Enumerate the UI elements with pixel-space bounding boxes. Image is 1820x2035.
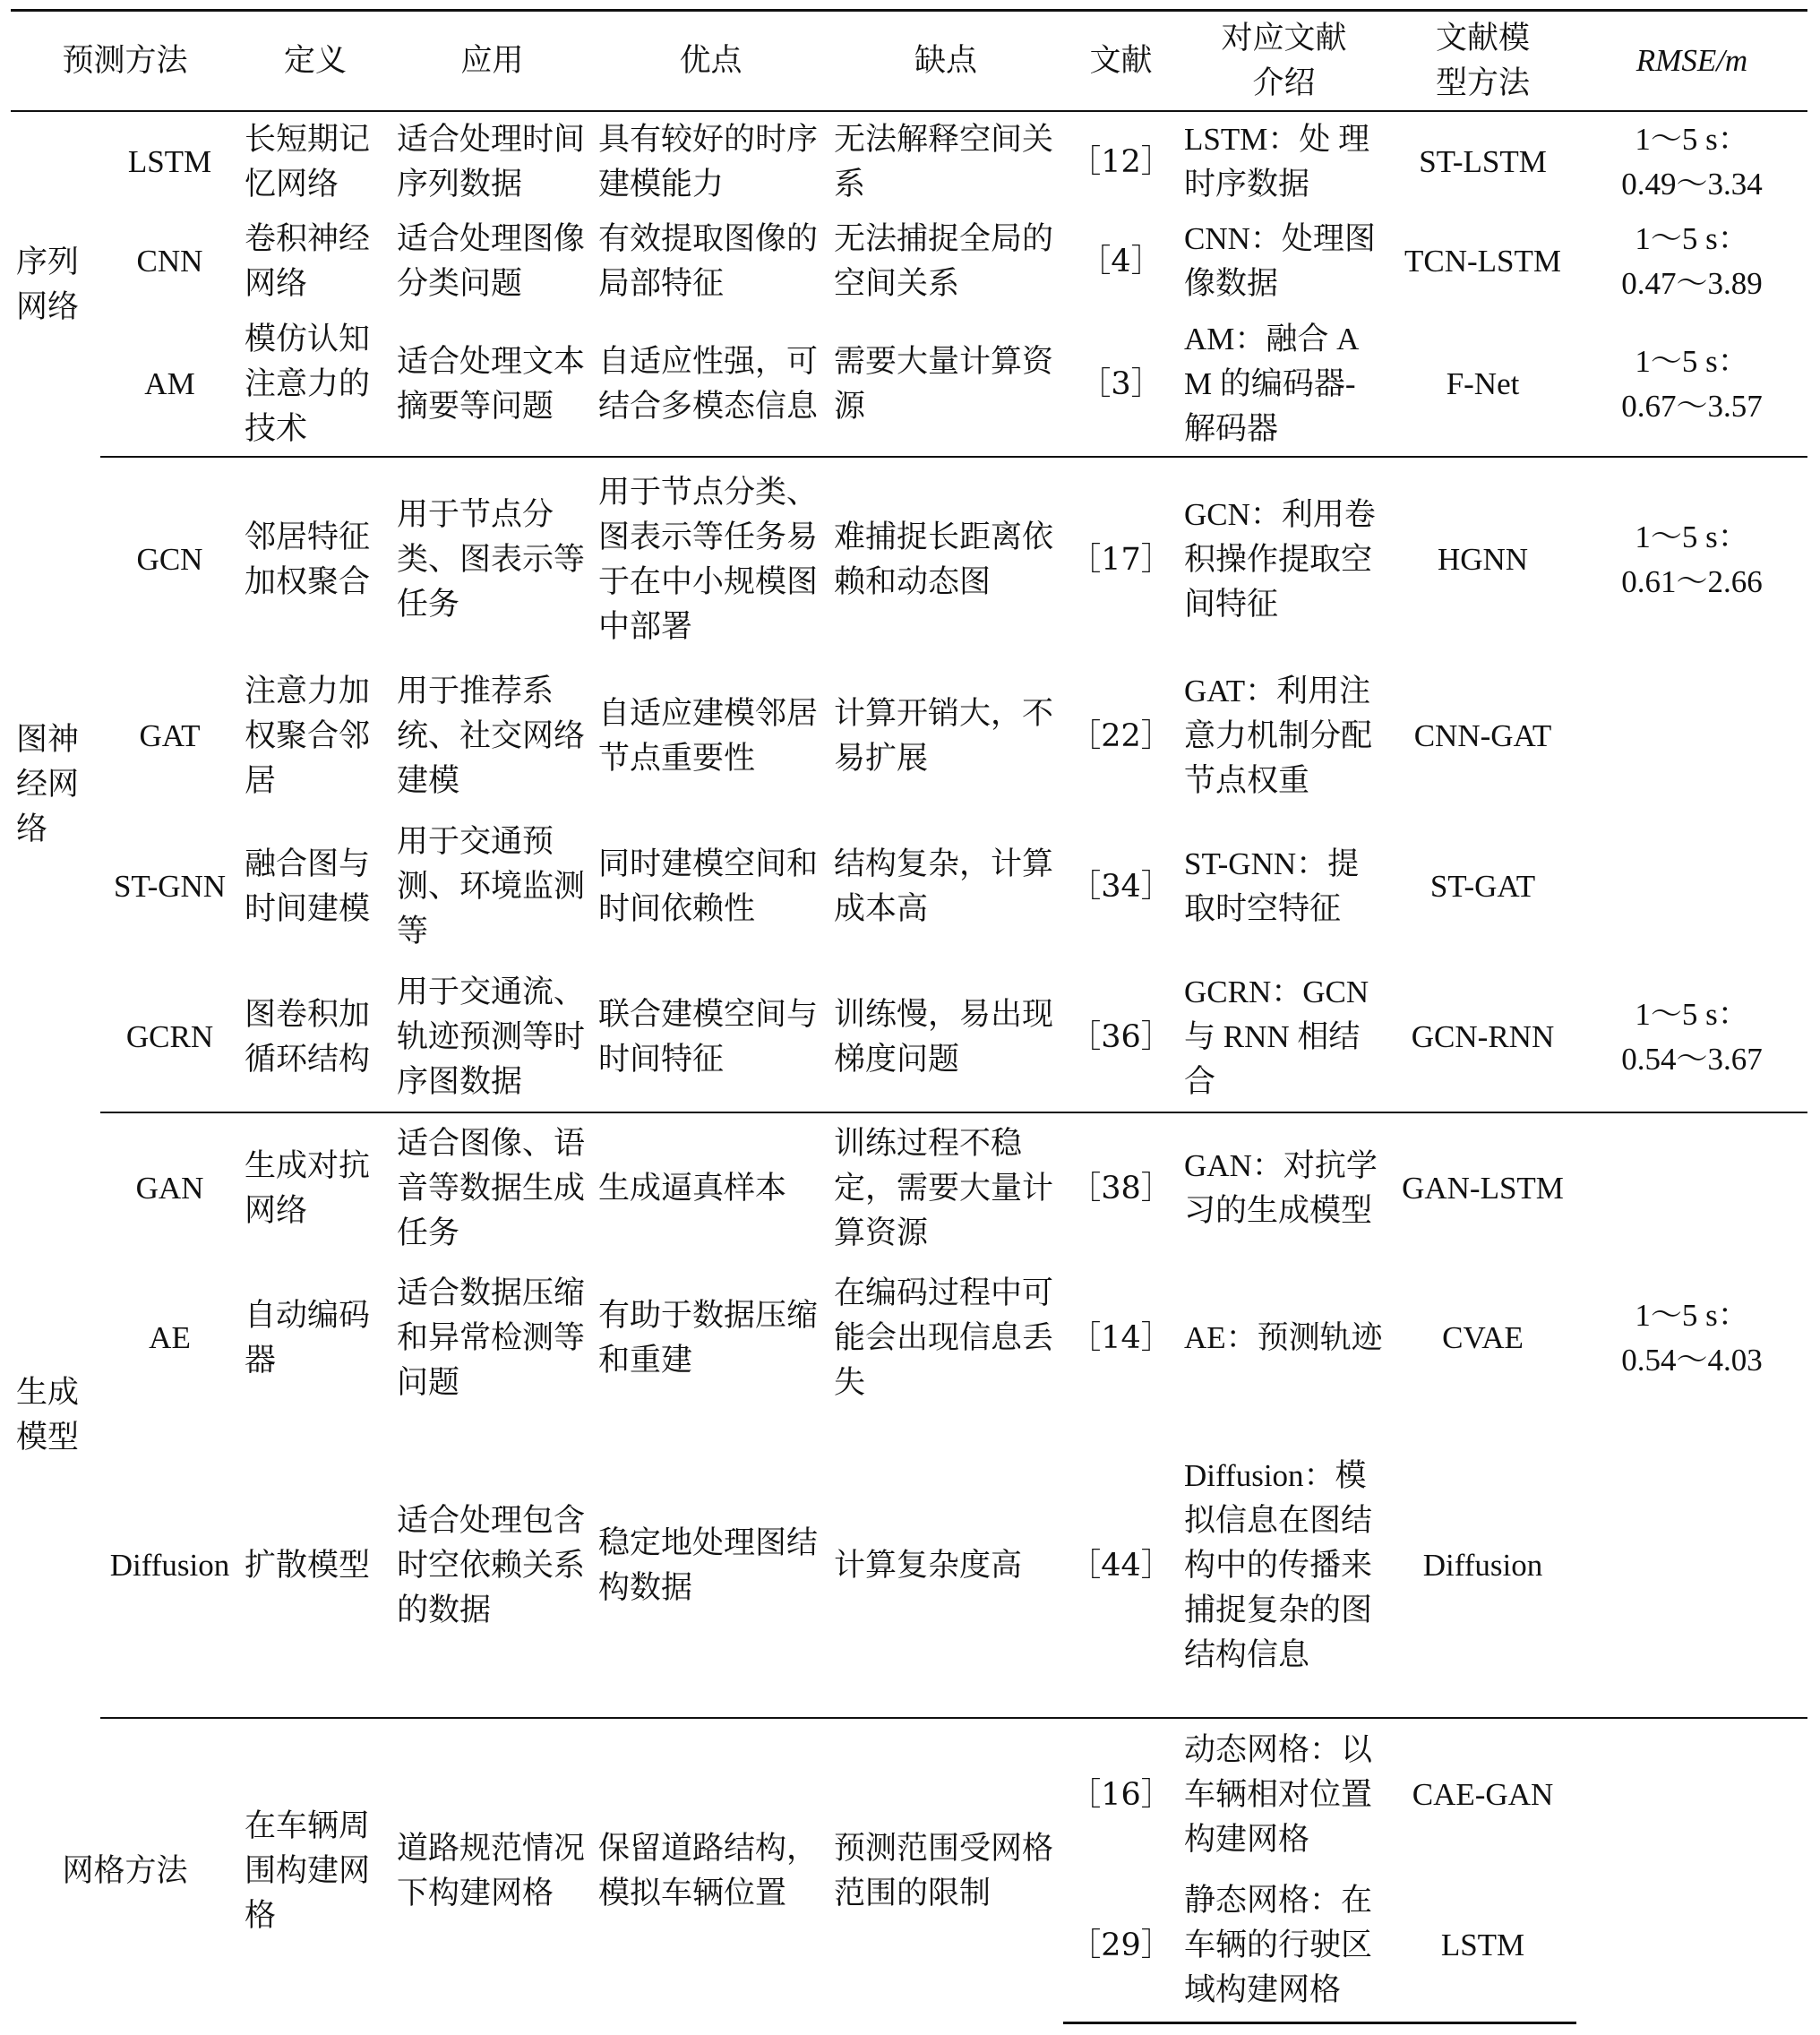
rmse-cell (1576, 962, 1807, 1112)
header-method: 预测方法 (11, 11, 239, 112)
method-cell: LSTM (127, 143, 212, 179)
header-intro: 对应文献介绍 (1179, 11, 1389, 112)
table-row (11, 312, 1807, 457)
advantage-cell: 自适应性强，可结合多模态信息 (593, 312, 828, 457)
ref-cell: ［36］ (1063, 962, 1179, 1112)
disadvantage-cell: 无法解释空间关系 (834, 121, 1054, 202)
table-row (11, 211, 1807, 312)
definition-cell: 卷积神经网络 (245, 221, 371, 302)
rmse-value: 0.47～3.89 (1621, 266, 1763, 301)
definition-cell: 图卷积加循环结构 (239, 962, 391, 1112)
method-cell: Diffusion (100, 1413, 239, 1718)
group-sequence (11, 111, 1807, 457)
method-cell: GAN (135, 1170, 204, 1206)
intro-cell: GAT：利用注意力机制分配节点权重 (1184, 674, 1373, 798)
table-row (11, 1263, 1807, 1413)
group-grid (11, 1718, 1807, 2022)
ref-cell: ［3］ (1063, 312, 1179, 457)
rmse-cell (1576, 111, 1807, 211)
header-advantage: 优点 (593, 11, 828, 112)
disadvantage-cell: 难捕捉长距离依赖和动态图 (834, 519, 1054, 600)
intro-cell: AM：融合 AM 的编码器-解码器 (1179, 312, 1389, 457)
model-cell: TCN-LSTM (1404, 244, 1562, 279)
intro-cell: LSTM：处 理 时序数据 (1184, 121, 1370, 202)
intro-cell: 动态网格：以车辆相对位置构建网格 (1184, 1731, 1373, 1858)
advantage-cell: 自适应建模邻居节点重要性 (598, 696, 819, 777)
ref-cell: ［29］ (1063, 1870, 1179, 2022)
definition-cell: 融合图与时间建模 (245, 846, 371, 927)
definition-cell: 自动编码器 (245, 1298, 371, 1378)
method-cell: AM (100, 312, 239, 457)
intro-cell: 静态网格：在车辆的行驶区域构建网格 (1179, 1870, 1389, 2022)
model-cell: Diffusion (1389, 1413, 1576, 1718)
application-cell: 适合处理文本摘要等问题 (391, 312, 593, 457)
rmse-cell (1576, 457, 1807, 661)
rmse-range-label: 1～5 s： (1635, 343, 1749, 379)
model-cell: CVAE (1442, 1320, 1524, 1355)
header-definition: 定义 (239, 11, 391, 112)
rmse-value: 0.54～3.67 (1621, 1041, 1763, 1077)
method-cell: ST-GNN (113, 869, 227, 904)
header-row (11, 11, 1807, 112)
advantage-cell: 有效提取图像的局部特征 (598, 221, 819, 302)
header-application: 应用 (391, 11, 593, 112)
intro-cell: AE：预测轨迹 (1184, 1320, 1383, 1355)
rmse-range-label: 1～5 s： (1635, 121, 1749, 157)
advantage-cell: 同时建模空间和时间依赖性 (598, 846, 819, 927)
header-disadvantage: 缺点 (828, 11, 1063, 112)
method-cell: GAT (139, 718, 201, 753)
rmse-cell (1576, 312, 1807, 457)
disadvantage-cell: 无法捕捉全局的空间关系 (834, 221, 1054, 302)
application-cell: 用于节点分类、图表示等任务 (397, 496, 586, 623)
model-cell: LSTM (1389, 1870, 1576, 2022)
definition-cell: 在车辆周围构建网格 (245, 1807, 371, 1934)
model-cell: GAN-LSTM (1402, 1170, 1564, 1206)
table-row (11, 1413, 1807, 1718)
disadvantage-cell: 训练过程不稳定，需要大量计算资源 (834, 1125, 1054, 1251)
rmse-range-label: 1～5 s： (1635, 221, 1749, 256)
intro-cell: CNN：处理图像数据 (1184, 221, 1376, 301)
definition-cell: 长短期记忆网络 (245, 121, 371, 202)
method-cell: GCRN (100, 962, 239, 1112)
rmse-range-label: 1～5 s： (1635, 1298, 1749, 1333)
application-cell: 用于交通流、轨迹预测等时序图数据 (391, 962, 593, 1112)
rmse-cell (1576, 1718, 1807, 2022)
disadvantage-cell: 训练慢，易出现梯度问题 (828, 962, 1063, 1112)
table-header (11, 11, 1807, 112)
application-cell: 适合处理图像分类问题 (397, 221, 586, 302)
rmse-value: 0.61～2.66 (1621, 563, 1763, 599)
table-row (11, 1718, 1807, 1870)
group-gnn (11, 457, 1807, 1112)
model-cell: CAE-GAN (1412, 1776, 1554, 1812)
disadvantage-cell: 计算开销大，不易扩展 (834, 696, 1054, 777)
advantage-cell: 联合建模空间与时间特征 (593, 962, 828, 1112)
ref-cell: ［14］ (1069, 1320, 1172, 1356)
advantage-cell: 保留道路结构，模拟车辆位置 (598, 1830, 819, 1911)
disadvantage-cell: 计算复杂度高 (828, 1413, 1063, 1718)
application-cell: 适合处理时间序列数据 (397, 121, 586, 202)
ref-cell: ［38］ (1069, 1170, 1172, 1206)
disadvantage-cell: 结构复杂，计算成本高 (834, 846, 1054, 927)
rmse-cell (1576, 811, 1807, 962)
application-cell: 适合数据压缩和异常检测等问题 (397, 1275, 586, 1401)
model-cell: GCN-RNN (1389, 962, 1576, 1112)
group-name: 序列网络 (16, 244, 80, 325)
application-cell: 适合处理包含时空依赖关系的数据 (391, 1413, 593, 1718)
ref-cell: ［44］ (1063, 1413, 1179, 1718)
advantage-cell: 有助于数据压缩和重建 (598, 1298, 819, 1378)
definition-cell: 邻居特征加权聚合 (245, 519, 371, 600)
disadvantage-cell: 预测范围受网格范围的限制 (834, 1830, 1054, 1911)
ref-cell: ［4］ (1079, 244, 1163, 279)
model-cell: HGNN (1437, 541, 1529, 577)
advantage-cell: 具有较好的时序建模能力 (598, 121, 819, 202)
model-cell: F-Net (1389, 312, 1576, 457)
intro-cell: GCN：利用卷积操作提取空间特征 (1184, 496, 1376, 622)
rmse-value: 0.54～4.03 (1621, 1343, 1763, 1378)
table-row (11, 457, 1807, 661)
method-cell: GCN (136, 541, 203, 577)
header-ref: 文献 (1063, 11, 1179, 112)
rmse-cell (1576, 1413, 1807, 1718)
header-rmse: RMSE/m (1576, 11, 1807, 112)
rmse-cell (1576, 1263, 1807, 1413)
intro-cell: GCRN：GCN 与 RNN 相结合 (1179, 962, 1389, 1112)
intro-cell: GAN：对抗学习的生成模型 (1184, 1147, 1378, 1228)
rmse-cell (1576, 661, 1807, 811)
method-cell: CNN (136, 244, 203, 279)
definition-cell: 生成对抗网络 (245, 1147, 371, 1229)
definition-cell: 扩散模型 (239, 1413, 391, 1718)
group-name: 图神经网络 (16, 722, 80, 847)
rmse-range-label: 1～5 s： (1635, 996, 1749, 1032)
model-cell: ST-GAT (1429, 869, 1536, 904)
advantage-cell: 生成逼真样本 (598, 1170, 787, 1206)
ref-cell: ［17］ (1069, 541, 1172, 578)
ref-cell: ［12］ (1069, 143, 1172, 180)
application-cell: 道路规范情况下构建网格 (397, 1830, 586, 1911)
header-model: 文献模型方法 (1389, 11, 1576, 112)
disadvantage-cell: 需要大量计算资源 (828, 312, 1063, 457)
group-generative (11, 1112, 1807, 1718)
application-cell: 用于推荐系统、社交网络建模 (397, 674, 586, 799)
rmse-cell (1576, 1112, 1807, 1263)
ref-cell: ［34］ (1069, 869, 1172, 905)
advantage-cell: 稳定地处理图结构数据 (593, 1413, 828, 1718)
page (11, 0, 1807, 2035)
table-row (11, 661, 1807, 811)
group-name: 网格方法 (62, 1852, 188, 1889)
comparison-table (11, 9, 1807, 2024)
application-cell: 适合图像、语音等数据生成任务 (397, 1125, 586, 1251)
table-row (11, 811, 1807, 962)
table-row (11, 1112, 1807, 1263)
ref-cell: ［16］ (1069, 1776, 1172, 1813)
application-cell: 用于交通预测、环境监测等 (397, 824, 586, 949)
disadvantage-cell: 在编码过程中可能会出现信息丢失 (834, 1275, 1054, 1401)
ref-cell: ［22］ (1069, 718, 1172, 754)
intro-cell: ST-GNN：提取时空特征 (1184, 846, 1360, 926)
model-cell: ST-LSTM (1419, 143, 1547, 179)
rmse-cell (1576, 211, 1807, 312)
table-row (11, 962, 1807, 1112)
rmse-value: 0.67～3.57 (1621, 388, 1763, 424)
method-cell: AE (149, 1320, 191, 1355)
model-cell: CNN-GAT (1413, 718, 1552, 753)
advantage-cell: 用于节点分类、图表示等任务易于在中小规模图中部署 (598, 474, 819, 645)
intro-cell: Diffusion：模拟信息在图结构中的传播来捕捉复杂的图结构信息 (1179, 1413, 1389, 1718)
definition-cell: 注意力加权聚合邻居 (245, 674, 371, 799)
definition-cell: 模仿认知注意力的技术 (239, 312, 391, 457)
table-row (11, 111, 1807, 211)
rmse-range-label: 1～5 s： (1635, 519, 1749, 554)
group-name: 生成模型 (16, 1375, 80, 1455)
rmse-value: 0.49～3.34 (1621, 166, 1763, 202)
